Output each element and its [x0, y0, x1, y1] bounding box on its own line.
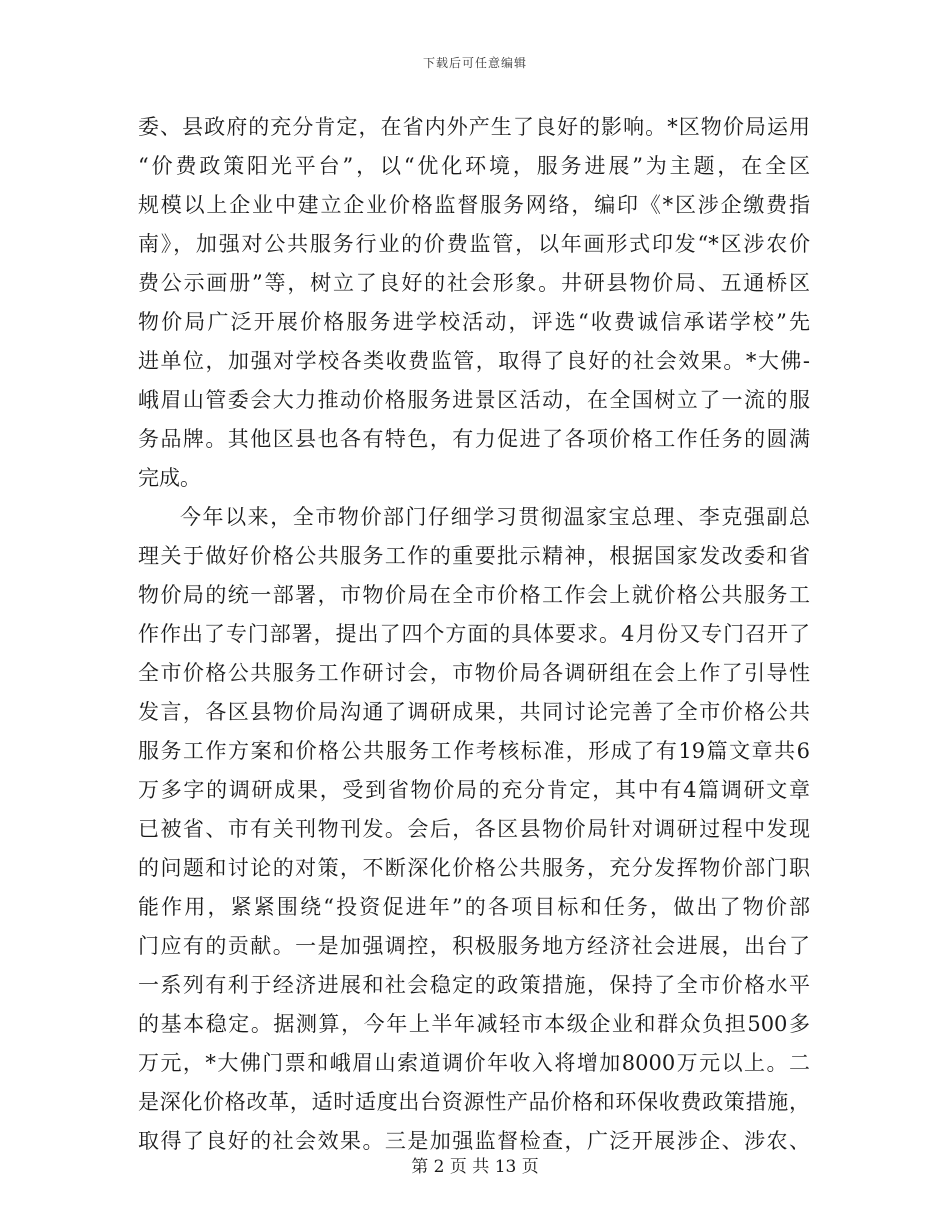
text-line: 委、县政府的充分肯定，在省内外产生了良好的影响。*区物价局运用 [138, 115, 810, 139]
text-line: 峨眉山管委会大力推动价格服务进景区活动，在全国树立了一流的服 [138, 388, 810, 412]
document-body [138, 108, 810, 1161]
text-line: 的基本稳定。据测算，今年上半年减轻市本级企业和群众负担500多 [138, 1012, 810, 1036]
page-number-footer: 第 2 页 共 13 页 [411, 1157, 539, 1177]
text-line: 理关于做好价格公共服务工作的重要批示精神，根据国家发改委和省 [138, 544, 810, 568]
text-line: 万多字的调研成果，受到省物价局的充分肯定，其中有4篇调研文章 [138, 778, 810, 802]
text-line: “价费政策阳光平台”，以“优化环境，服务进展”为主题，在全区 [138, 154, 810, 178]
paragraph-1 [138, 108, 810, 498]
text-line: 发言，各区县物价局沟通了调研成果，共同讨论完善了全市价格公共 [138, 700, 810, 724]
page-header: 下载后可任意编辑 [422, 56, 527, 70]
text-line: 南》，加强对公共服务行业的价费监管，以年画形式印发“*区涉农价 [138, 232, 810, 256]
text-line: 物价局广泛开展价格服务进学校活动，评选“收费诚信承诺学校”先 [138, 310, 810, 334]
text-line: 已被省、市有关刊物刊发。会后，各区县物价局针对调研过程中发现 [138, 817, 810, 841]
text-line: 是深化价格改革，适时适度出台资源性产品价格和环保收费政策措施， [138, 1090, 810, 1114]
text-line: 万元，*大佛门票和峨眉山索道调价年收入将增加8000万元以上。二 [138, 1051, 810, 1075]
paragraph-2 [138, 498, 810, 1161]
text-line: 服务工作方案和价格公共服务工作考核标准，形成了有19篇文章共6 [138, 739, 810, 763]
text-line: 取得了良好的社会效果。三是加强监督检查，广泛开展涉企、涉农、 [138, 1129, 810, 1153]
text-line: 进单位，加强对学校各类收费监管，取得了良好的社会效果。*大佛- [138, 349, 810, 373]
text-line: 物价局的统一部署，市物价局在全市价格工作会上就价格公共服务工 [138, 583, 810, 607]
text-line: 规模以上企业中建立企业价格监督服务网络，编印《*区涉企缴费指 [138, 193, 810, 217]
text-line: 门应有的贡献。一是加强调控，积极服务地方经济社会进展，出台了 [138, 934, 810, 958]
text-line: 今年以来，全市物价部门仔细学习贯彻温家宝总理、李克强副总 [180, 505, 810, 529]
text-line: 作作出了专门部署，提出了四个方面的具体要求。4月份又专门召开了 [138, 622, 810, 646]
text-line: 完成。 [138, 466, 201, 490]
text-line: 能作用，紧紧围绕“投资促进年”的各项目标和任务，做出了物价部 [138, 895, 810, 919]
text-line: 全市价格公共服务工作研讨会，市物价局各调研组在会上作了引导性 [138, 661, 810, 685]
text-line: 的问题和讨论的对策，不断深化价格公共服务，充分发挥物价部门职 [138, 856, 810, 880]
text-line: 一系列有利于经济进展和社会稳定的政策措施，保持了全市价格水平 [138, 973, 810, 997]
text-line: 务品牌。其他区县也各有特色，有力促进了各项价格工作任务的圆满 [138, 427, 810, 451]
text-line: 费公示画册”等，树立了良好的社会形象。井研县物价局、五通桥区 [138, 271, 810, 295]
